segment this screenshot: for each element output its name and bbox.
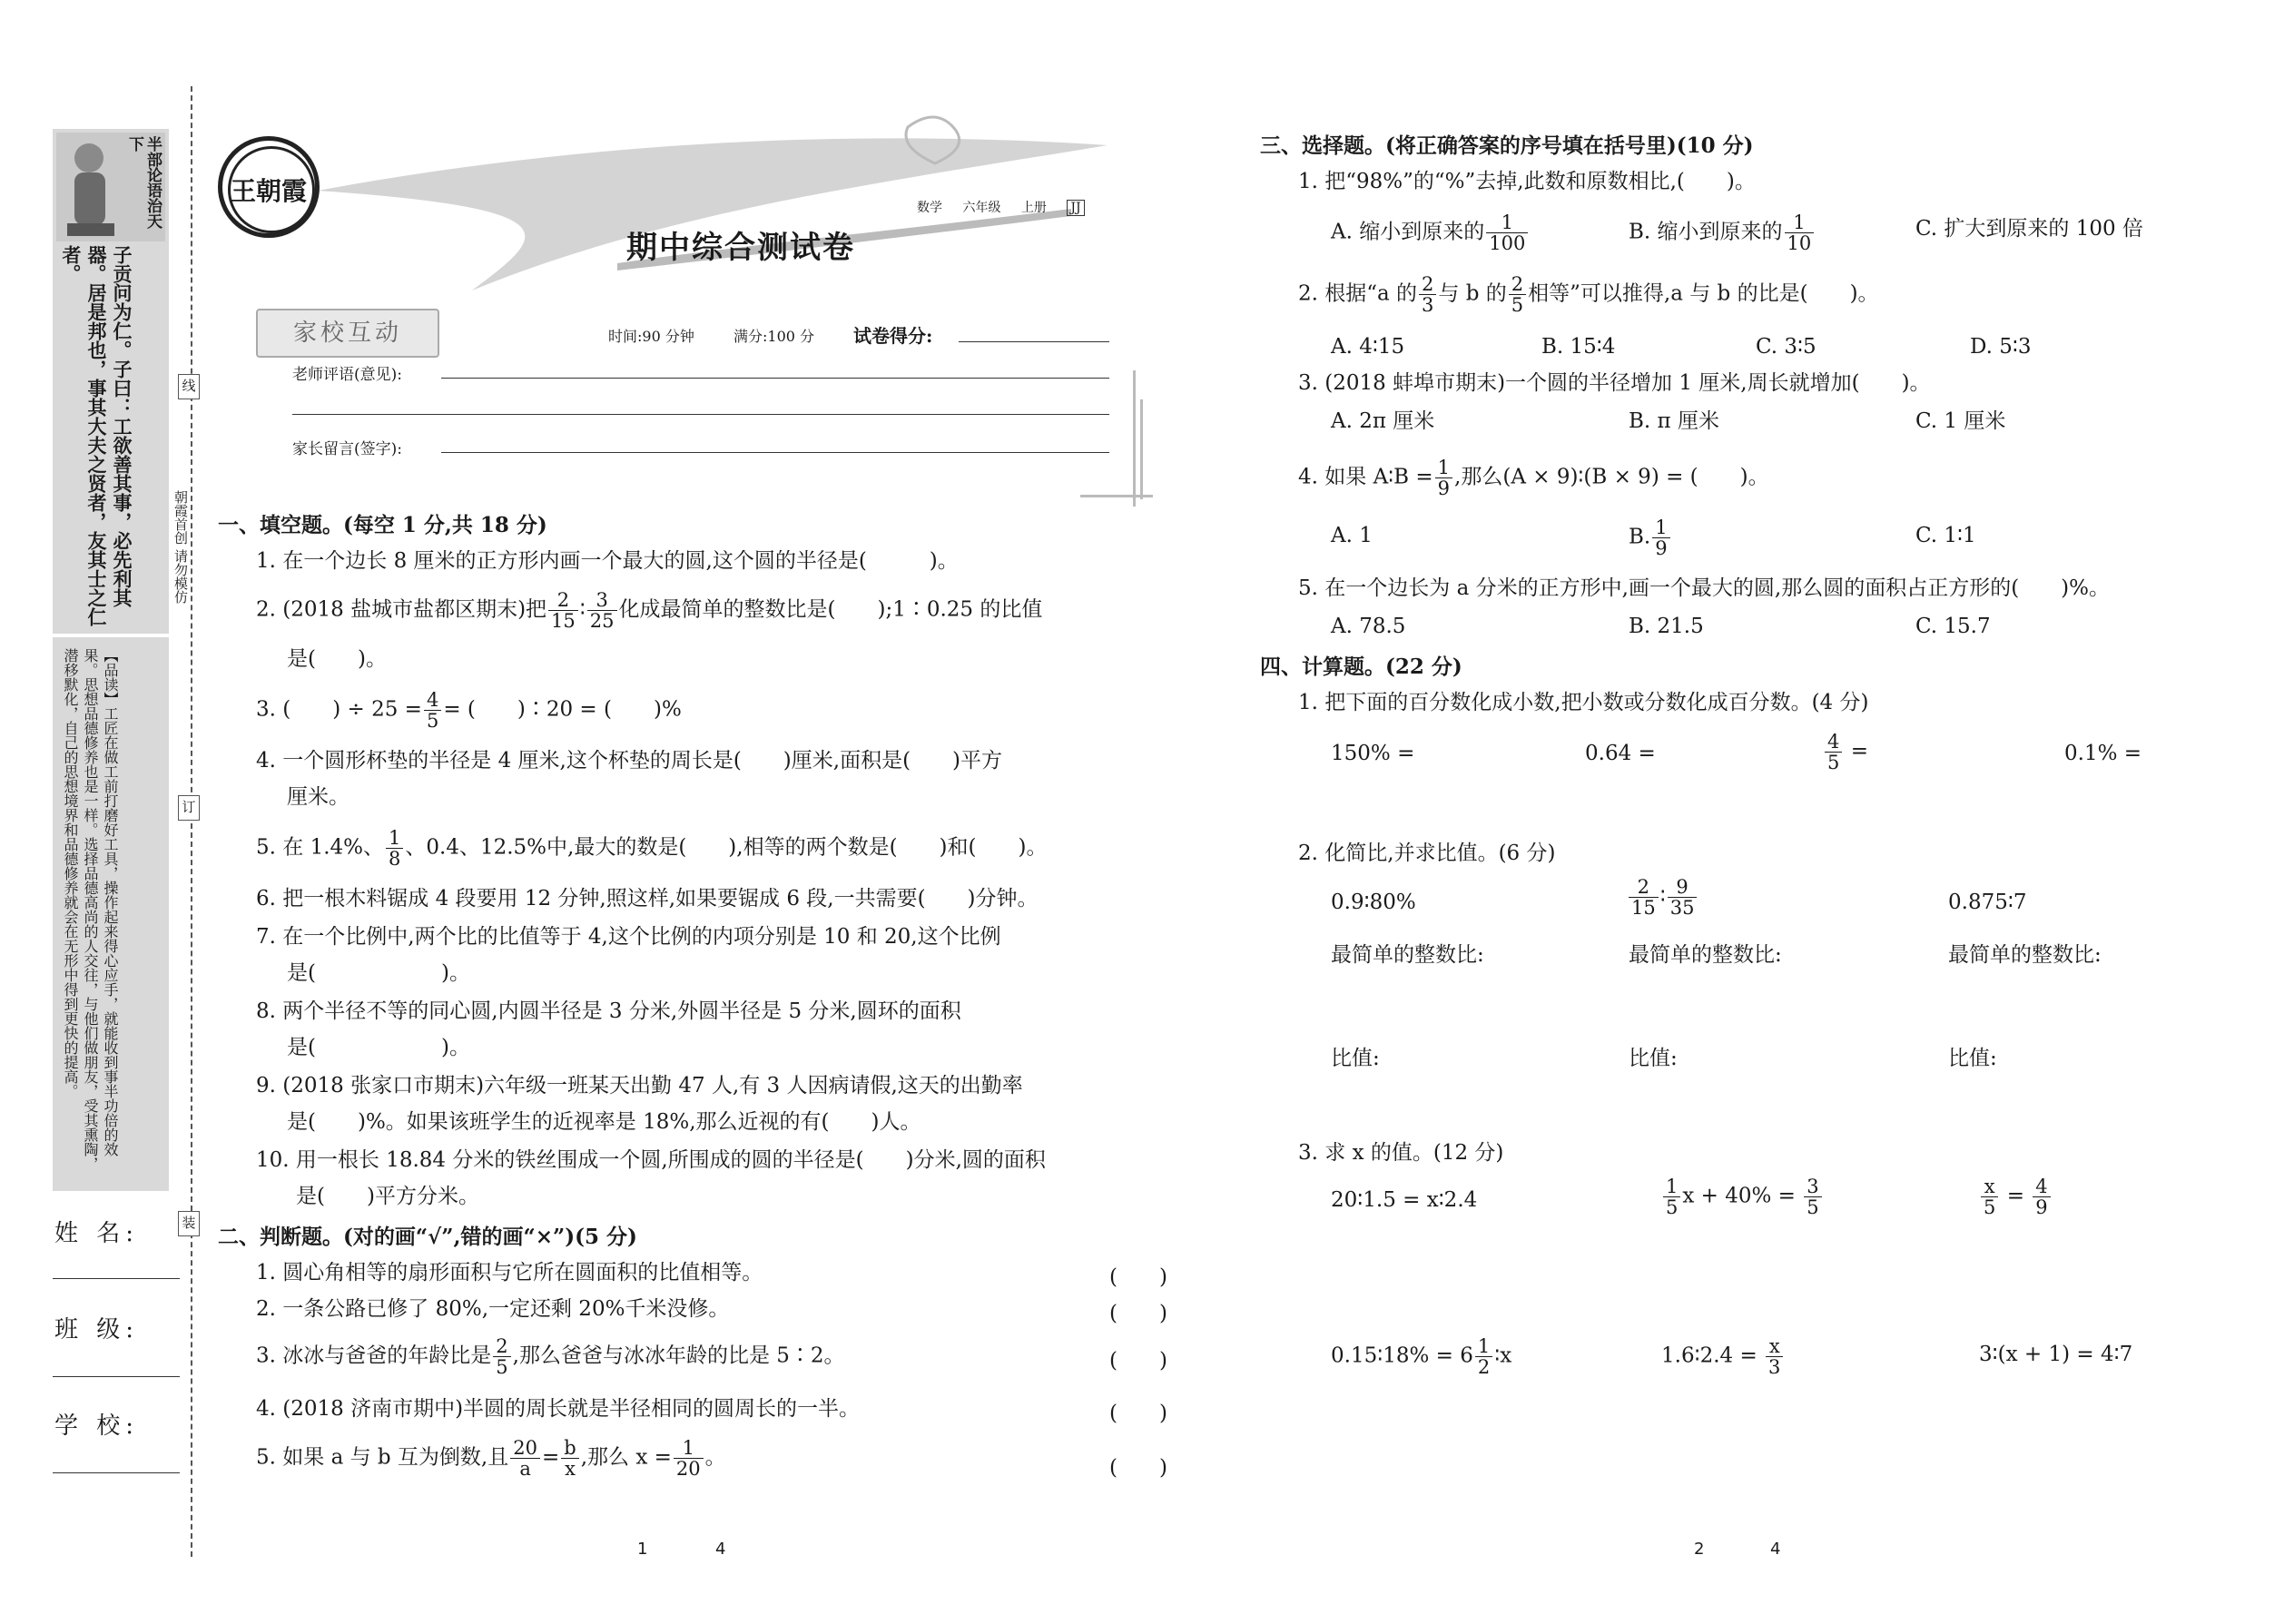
fill-q4-cont: 厘米。 bbox=[287, 785, 350, 809]
fill-q2: 2. (2018 盐城市盐都区期末)把 $\frac{2}{15}$ ∶ $\frac{3}{25}$ 化成最简单的整数比是( );1∶0.25 的比值 bbox=[256, 589, 1043, 633]
judge-answer-4[interactable]: ( ) bbox=[1109, 1402, 1167, 1425]
section4-title: 四、计算题。(22 分) bbox=[1260, 655, 1462, 679]
fill-q10: 10. 用一根长 18.84 分米的铁丝围成一个圆,所围成的圆的半径是( )分米,圆的面积 bbox=[256, 1148, 1046, 1172]
value-label-1: 比值: bbox=[1331, 1047, 1380, 1070]
choice-q2-a[interactable]: A. 4∶15 bbox=[1331, 335, 1405, 359]
choice-q4-c[interactable]: C. 1∶1 bbox=[1915, 524, 1976, 547]
name-field[interactable] bbox=[53, 1278, 180, 1279]
sidebar-reading: 【品读】工匠在做工前打磨好工具，操作起来得心应手，就能收到事半功倍的效果。思想品德修养也是一样。选择品德高尚的人交往，与他们做朋友，受其熏陶，潜移默化，自己的思想境界和品德修养就会在无形中得到更快的提高。 bbox=[62, 648, 119, 1171]
choice-q3: 3. (2018 蚌埠市期末)一个圆的半径增加 1 厘米,周长就增加( )。 bbox=[1298, 371, 1931, 395]
choice-q4-b[interactable]: B. $\frac{1}{9}$ bbox=[1629, 517, 1672, 558]
cut-label: 装 bbox=[178, 1211, 200, 1236]
choice-q3-a[interactable]: A. 2π 厘米 bbox=[1331, 409, 1435, 433]
calc-p1-item4: 0.1% = bbox=[2064, 742, 2142, 765]
school-field[interactable] bbox=[53, 1472, 180, 1473]
judge-q2: 2. 一条公路已修了 80%,一定还剩 20%千米没修。 bbox=[256, 1297, 730, 1321]
choice-q4: 4. 如果 A∶B = $\frac{1}{9}$ ,那么(A × 9)∶(B × 9) = ( )。 bbox=[1298, 457, 1769, 500]
choice-q3-c[interactable]: C. 1 厘米 bbox=[1915, 409, 2006, 433]
exam-time: 时间:90 分钟 bbox=[608, 328, 694, 345]
fill-q9: 9. (2018 张家口市期末)六年级一班某天出勤 47 人,有 3 人因病请假,这天的出勤率 bbox=[256, 1074, 1023, 1097]
tag-volume: 上册 bbox=[1020, 201, 1047, 215]
tag-edition: JJ bbox=[1067, 200, 1084, 216]
fill-q8-cont: 是( )。 bbox=[287, 1036, 470, 1059]
class-label: 班 级: bbox=[54, 1316, 140, 1343]
judge-q4: 4. (2018 济南市期中)半圆的周长就是半径相同的圆周长的一半。 bbox=[256, 1397, 861, 1421]
choice-q2-d[interactable]: D. 5∶3 bbox=[1970, 335, 2032, 359]
page-total-left: 4 bbox=[715, 1540, 726, 1559]
calc-part2: 2. 化简比,并求比值。(6 分) bbox=[1298, 842, 1556, 865]
calc-p2-ratio2: $\frac{2}{15}$ ∶ $\frac{9}{35}$ bbox=[1627, 877, 1698, 918]
value-label-3: 比值: bbox=[1948, 1047, 1997, 1070]
judge-q3: 3. 冰冰与爸爸的年龄比是 $\frac{2}{5}$ ,那么爸爸与冰冰年龄的比是 5∶2。 bbox=[256, 1335, 845, 1379]
section3-title: 三、选择题。(将正确答案的序号填在括号里)(10 分) bbox=[1260, 133, 1754, 158]
choice-q2-b[interactable]: B. 15∶4 bbox=[1541, 335, 1616, 359]
choice-q2-c[interactable]: C. 3∶5 bbox=[1756, 335, 1816, 359]
choice-q2: 2. 根据“a 的 $\frac{2}{3}$ 与 b 的 $\frac{2}{5}$ 相等”可以推得,a 与 b 的比是( )。 bbox=[1298, 273, 1879, 317]
name-label: 姓 名: bbox=[54, 1220, 140, 1247]
fill-q6: 6. 把一根木料锯成 4 段要用 12 分钟,照这样,如果要锯成 6 段,一共需要( )分钟。 bbox=[256, 887, 1039, 910]
choice-q5: 5. 在一个边长为 a 分米的正方形中,画一个最大的圆,那么圆的面积占正方形的( )%。 bbox=[1298, 576, 2111, 600]
simplest-label-1: 最简单的整数比: bbox=[1331, 943, 1484, 967]
teacher-comment-field-2[interactable] bbox=[292, 414, 1109, 415]
teacher-comment-label: 老师评语(意见): bbox=[292, 366, 402, 384]
page-title: 期中综合测试卷 bbox=[626, 230, 855, 266]
choice-q1-a[interactable]: A. 缩小到原来的 $\frac{1}{100}$ bbox=[1331, 212, 1530, 253]
equation-2: $\frac{1}{5}$ x + 40% = $\frac{3}{5}$ bbox=[1661, 1176, 1824, 1217]
cut-label: 线 bbox=[178, 374, 200, 399]
calc-p1-item1: 150% = bbox=[1331, 742, 1415, 765]
sidebar-panel bbox=[53, 129, 169, 1191]
equation-3: $\frac{x}{5}$ = $\frac{4}{9}$ bbox=[1979, 1176, 2053, 1217]
copyright-note: 朝霞首创 请勿模仿 bbox=[172, 490, 189, 604]
score-label: 试卷得分: bbox=[853, 325, 933, 347]
calc-p1-item3: $\frac{4}{5}$ = bbox=[1823, 732, 1868, 773]
fold-line bbox=[191, 86, 192, 1557]
sidebar-header: 半部论语治天下 bbox=[125, 136, 162, 229]
parent-comment-field[interactable] bbox=[441, 452, 1109, 453]
fill-q3: 3. ( ) ÷ 25 = $\frac{4}{5}$ = ( )∶20 = ( )% bbox=[256, 689, 682, 733]
parent-comment-label: 家长留言(签字): bbox=[292, 440, 402, 458]
choice-q5-a[interactable]: A. 78.5 bbox=[1331, 615, 1406, 638]
tag-grade: 六年级 bbox=[962, 201, 1001, 215]
equation-6: 3∶(x + 1) = 4∶7 bbox=[1979, 1343, 2133, 1366]
tag-subject: 数学 bbox=[917, 201, 942, 215]
equation-4: 0.15∶18% = 6 $\frac{1}{2}$ ∶x bbox=[1331, 1335, 1512, 1379]
school-label: 学 校: bbox=[54, 1412, 140, 1440]
judge-q5: 5. 如果 a 与 b 互为倒数,且 $\frac{20}{a}$ = $\frac{b}{x}$ ,那么 x = $\frac{1}{20}$ 。 bbox=[256, 1437, 726, 1481]
value-label-2: 比值: bbox=[1629, 1047, 1678, 1070]
judge-answer-5[interactable]: ( ) bbox=[1109, 1456, 1167, 1480]
page-total-right: 4 bbox=[1770, 1540, 1781, 1559]
sidebar-quote: 子贡问为仁。子曰：工欲善其事，必先利其器。居是邦也，事其大夫之贤者，友其士之仁者。 bbox=[60, 245, 133, 626]
choice-q4-a[interactable]: A. 1 bbox=[1331, 524, 1373, 547]
brand-seal bbox=[218, 136, 320, 238]
choice-q1: 1. 把“98%”的“%”去掉,此数和原数相比,( )。 bbox=[1298, 170, 1756, 193]
score-field[interactable] bbox=[959, 341, 1109, 342]
choice-q1-c[interactable]: C. 扩大到原来的 100 倍 bbox=[1915, 217, 2143, 241]
choice-q3-b[interactable]: B. π 厘米 bbox=[1629, 409, 1719, 433]
section1-title: 一、填空题。(每空 1 分,共 18 分) bbox=[218, 513, 547, 537]
fill-q4: 4. 一个圆形杯垫的半径是 4 厘米,这个杯垫的周长是( )厘米,面积是( )平方 bbox=[256, 749, 1003, 773]
fill-q9-cont: 是( )%。如果该班学生的近视率是 18%,那么近视的有( )人。 bbox=[287, 1110, 921, 1134]
simplest-label-3: 最简单的整数比: bbox=[1948, 943, 2102, 967]
cut-label: 订 bbox=[178, 795, 200, 821]
judge-answer-2[interactable]: ( ) bbox=[1109, 1302, 1167, 1325]
fill-q7: 7. 在一个比例中,两个比的比值等于 4,这个比例的内项分别是 10 和 20,这个比例 bbox=[256, 925, 1001, 949]
judge-answer-1[interactable]: ( ) bbox=[1109, 1265, 1167, 1289]
equation-1: 20∶1.5 = x∶2.4 bbox=[1331, 1188, 1478, 1212]
section2-title: 二、判断题。(对的画“√”,错的画“×”)(5 分) bbox=[218, 1225, 637, 1249]
choice-q5-b[interactable]: B. 21.5 bbox=[1629, 615, 1704, 638]
choice-q5-c[interactable]: C. 15.7 bbox=[1915, 615, 1991, 638]
fill-q10-cont: 是( )平方分米。 bbox=[296, 1185, 479, 1208]
calc-part3: 3. 求 x 的值。(12 分) bbox=[1298, 1141, 1504, 1165]
judge-q1: 1. 圆心角相等的扇形面积与它所在圆面积的比值相等。 bbox=[256, 1261, 763, 1284]
home-school-badge: 家校互动 bbox=[256, 309, 439, 358]
fill-q2-cont: 是( )。 bbox=[287, 647, 387, 671]
fill-q1: 1. 在一个边长 8 厘米的正方形内画一个最大的圆,这个圆的半径是( )。 bbox=[256, 549, 959, 573]
page-number-right: 2 bbox=[1694, 1540, 1705, 1559]
header-tags bbox=[917, 198, 1085, 216]
calc-p2-ratio1: 0.9∶80% bbox=[1331, 891, 1416, 914]
fill-q8: 8. 两个半径不等的同心圆,内圆半径是 3 分米,外圆半径是 5 分米,圆环的面积 bbox=[256, 999, 961, 1023]
confucius-icon bbox=[56, 133, 129, 240]
calc-p1-item2: 0.64 = bbox=[1585, 742, 1656, 765]
confucius-illustration bbox=[56, 133, 165, 241]
calc-part1: 1. 把下面的百分数化成小数,把小数或分数化成百分数。(4 分) bbox=[1298, 691, 1869, 714]
full-score: 满分:100 分 bbox=[733, 328, 815, 345]
fill-q7-cont: 是( )。 bbox=[287, 961, 470, 985]
equation-5: 1.6∶2.4 = $\frac{x}{3}$ bbox=[1661, 1336, 1785, 1377]
judge-answer-3[interactable]: ( ) bbox=[1109, 1349, 1167, 1373]
simplest-label-2: 最简单的整数比: bbox=[1629, 943, 1782, 967]
class-field[interactable] bbox=[53, 1376, 180, 1377]
choice-q1-b[interactable]: B. 缩小到原来的 $\frac{1}{10}$ bbox=[1629, 212, 1816, 253]
brand-name: 王朝霞 bbox=[230, 176, 307, 206]
calc-p2-ratio3: 0.875∶7 bbox=[1948, 891, 2027, 914]
teacher-comment-field[interactable] bbox=[441, 378, 1109, 379]
page-number-left: 1 bbox=[637, 1540, 648, 1559]
fill-q5: 5. 在 1.4%、 $\frac{1}{8}$ 、0.4、12.5%中,最大的数是( ),相等的两个数是( )和( )。 bbox=[256, 827, 1048, 871]
